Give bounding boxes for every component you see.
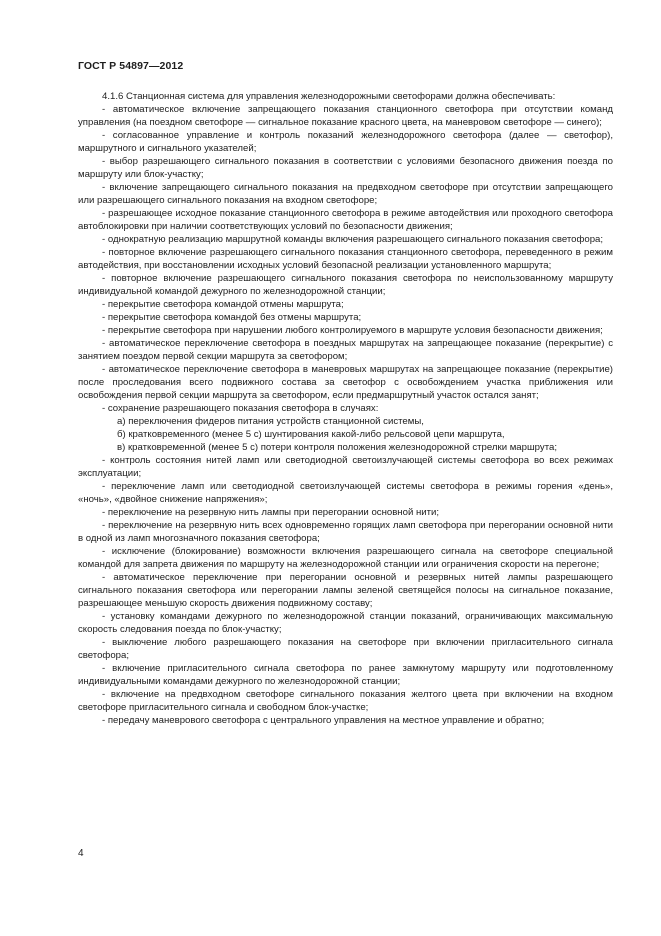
section-heading-paragraph: 4.1.6 Станционная система для управления железнодорожными светофорами должна обеспечивать: [102, 91, 556, 102]
list-item: - выбор разрешающего сигнального показания в соответствии с условиями безопасного движения поезда по маршруту или блок-участку; [78, 156, 613, 180]
list-item: - включение пригласительного сигнала светофора по ранее замкнутому маршруту или подготовленному индивидуальными командами дежурного по железнодорожной станции; [78, 663, 613, 687]
list-item: - включение на предвходном светофоре сигнального показания желтого цвета при включении на входном светофоре пригласительного сигнала и свободном блок-участке; [78, 689, 613, 713]
list-item: - согласованное управление и контроль показаний железнодорожного светофора (далее — светофор), маршрутного и сигнального указателей; [78, 130, 613, 154]
sub-list-item: а) переключения фидеров питания устройств станционной системы, [117, 416, 424, 427]
list-item: - однократную реализацию маршрутной команды включения разрешающего сигнального показания светофора; [102, 234, 604, 245]
page-number: 4 [78, 848, 84, 859]
list-item: - перекрытие светофора при нарушении любого контролируемого в маршруте условия безопасности движения; [102, 325, 603, 336]
list-item: - перекрытие светофора командой отмены маршрута; [102, 299, 344, 310]
list-item: - передачу маневрового светофора с центрального управления на местное управление и обратно; [102, 715, 545, 726]
sub-list-item: в) кратковременной (менее 5 с) потери контроля положения железнодорожной стрелки маршрута; [117, 442, 557, 453]
list-item: - контроль состояния нитей ламп или светодиодной светоизлучающей системы светофора во всех режимах эксплуатации; [78, 455, 613, 479]
list-item: - повторное включение разрешающего сигнального показания светофора по неиспользованному маршруту индивидуальной командой дежурного по железнодорожной станции; [78, 273, 613, 297]
document-body [78, 90, 613, 727]
list-item: - автоматическое включение запрещающего показания станционного светофора при отсутствии команд управления (на поездном светофоре — сигнальное показание красного цвета, на маневровом светофоре — синего); [78, 104, 613, 128]
list-item: - автоматическое переключение светофора в поездных маршрутах на запрещающее показание (перекрытие) с занятием поездом первой секции маршрута за светофором; [78, 338, 613, 362]
list-item: - выключение любого разрешающего показания на светофоре при включении пригласительного сигнала светофора; [78, 637, 613, 661]
list-item: - автоматическое переключение светофора в маневровых маршрутах на запрещающее показание (перекрытие) после проследования всего подвижного состава за светофор с освобождением участка приближения или освобождения первой секции маршрута за светофором, если предмаршрутный участок остался занят; [78, 364, 613, 401]
sub-list-item: б) кратковременного (менее 5 с) шунтирования какой-либо рельсовой цепи маршрута, [117, 429, 505, 440]
list-item: - включение запрещающего сигнального показания на предвходном светофоре при отсутствии запрещающего или разрешающего сигнального показания на входном светофоре; [78, 182, 613, 206]
list-item: - переключение на резервную нить лампы при перегорании основной нити; [102, 507, 440, 518]
list-item: - повторное включение разрешающего сигнального показания станционного светофора, переведенного в режим автодействия, при восстановлении исходных условий безопасной реализации установленного маршрута; [78, 247, 613, 271]
list-item: - перекрытие светофора командой без отмены маршрута; [102, 312, 362, 323]
list-item: - сохранение разрешающего показания светофора в случаях: [102, 403, 379, 414]
list-item: - исключение (блокирование) возможности включения разрешающего сигнала на светофоре специальной командой для запрета движения по маршруту на железнодорожной станции или ограничения скорости на перегоне; [78, 546, 613, 570]
list-item: - разрешающее исходное показание станционного светофора в режиме автодействия или проходного светофора автоблокировки при наличии соответствующих условий по безопасности движения; [78, 208, 613, 232]
list-item: - установку командами дежурного по железнодорожной станции показаний, ограничивающих максимальную скорость следования поезда по блок-участку; [78, 611, 613, 635]
list-item: - автоматическое переключение при перегорании основной и резервных нитей лампы разрешающего сигнального показания светофора или перегорании лампы зеленой светящейся полосы на сигнальное показание, разрешающее меньшую скорость движения подвижному составу; [78, 572, 613, 609]
list-item: - переключение на резервную нить всех одновременно горящих ламп светофора при перегорании основной нити в одной из ламп многозначного показания светофора; [78, 520, 613, 544]
document-header: ГОСТ Р 54897—2012 [78, 60, 184, 72]
list-item: - переключение ламп или светодиодной светоизлучающей системы светофора в режимы горения «день», «ночь», «двойное снижение напряжения»; [78, 481, 613, 505]
